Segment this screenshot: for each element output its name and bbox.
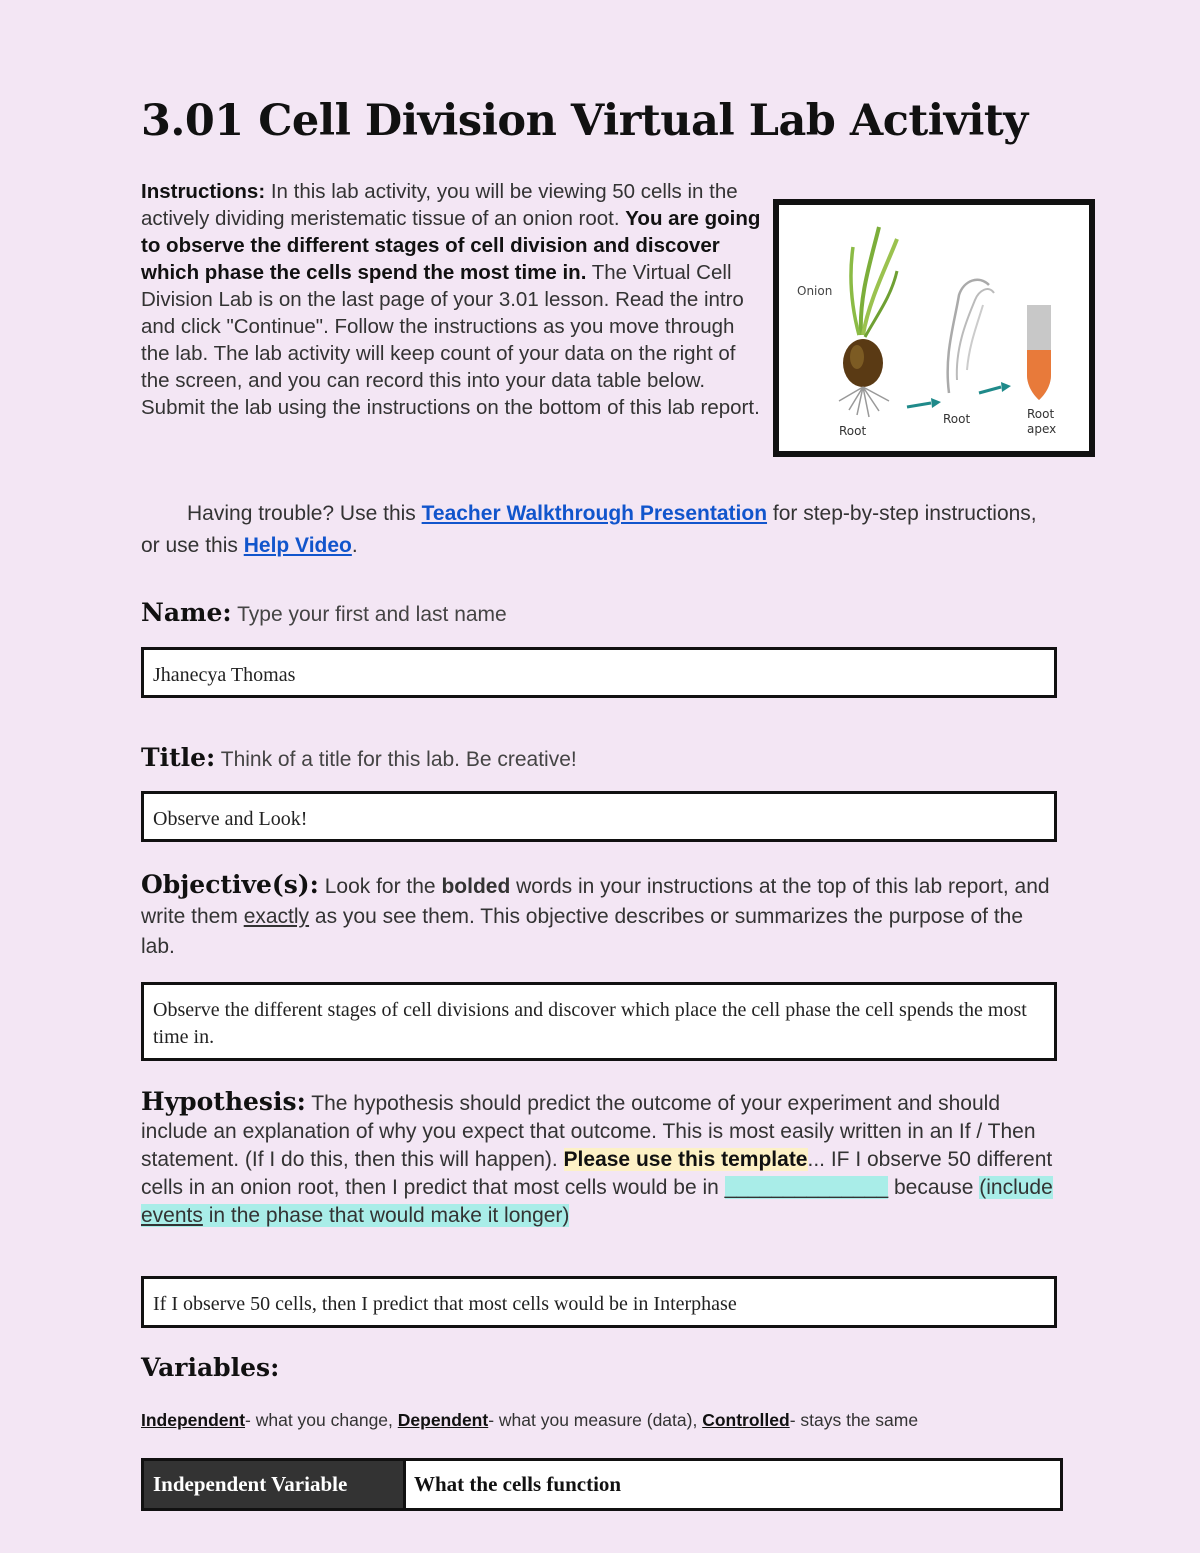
hypothesis-field[interactable]: If I observe 50 cells, then I predict that most cells would be in Interphase [141, 1276, 1057, 1328]
objective-text-2: words in your instructions at the top of this lab report, and write them [141, 875, 1050, 928]
title-field[interactable]: Observe and Look! [141, 791, 1057, 842]
title-label: Title: [141, 743, 216, 772]
controlled-term: Controlled [702, 1410, 790, 1430]
variables-label: Variables: [141, 1353, 280, 1382]
hypothesis-paragraph [141, 1088, 1061, 1230]
onion-root-figure [773, 199, 1095, 457]
objective-underline: exactly [243, 905, 310, 928]
objective-paragraph [141, 870, 1061, 962]
root-label-2: Root [943, 412, 971, 426]
hypothesis-blank: ______________ [724, 1176, 889, 1199]
instructions-paragraph [141, 178, 763, 421]
name-label: Name: [141, 598, 232, 627]
instructions-bold: You are going to observe the different stages of cell division and discover which phase the cells spend the most time in. [141, 207, 761, 284]
independent-variable-header: Independent Variable [144, 1461, 406, 1508]
dependent-term: Dependent [397, 1410, 489, 1430]
help-text-3: . [351, 534, 358, 557]
hypothesis-template-highlight: Please use this template [563, 1148, 808, 1171]
root-label-1: Root [839, 424, 867, 438]
apex-label-2: apex [1027, 422, 1057, 436]
objective-bold: bolded [441, 875, 511, 898]
variables-label-row [141, 1353, 1061, 1385]
hypothesis-text-2: ... IF I observe 50 different cells in an onion root, then I predict that most cells would be in [141, 1148, 1053, 1199]
objective-field[interactable]: Observe the different stages of cell divisions and discover which place the cell phase the cell spends the most time in. [141, 982, 1057, 1061]
independent-term: Independent [141, 1410, 246, 1430]
hypothesis-cyan-2: in the phase that would make it longer) [202, 1204, 570, 1227]
hypothesis-text-1: The hypothesis should predict the outcome of your experiment and should include an explanation of why you expect that outcome. This is most easily written in an If / Then statement. (If I do this, then this will happen). [141, 1092, 1036, 1171]
name-field[interactable]: Jhanecya Thomas [141, 647, 1057, 698]
onion-label: Onion [797, 284, 833, 298]
objective-text-3: as you see them. This objective describes or summarizes the purpose of the lab. [141, 905, 1024, 958]
title-hint: Think of a title for this lab. Be creative! [215, 748, 577, 771]
independent-variable-field[interactable]: What the cells function [414, 1472, 622, 1496]
objective-text-1: Look for the [318, 875, 442, 898]
apex-label-1: Root [1027, 407, 1055, 421]
help-paragraph [141, 498, 1061, 562]
name-hint: Type your first and last name [231, 603, 507, 626]
title-label-row [141, 743, 1061, 775]
instructions-label: Instructions: [141, 180, 266, 203]
hypothesis-label: Hypothesis: [141, 1087, 306, 1116]
onion-root-illustration [779, 205, 1089, 451]
objective-label: Objective(s): [141, 870, 319, 899]
name-label-row [141, 598, 1061, 630]
hypothesis-cyan-1: (include [979, 1176, 1053, 1199]
dependent-desc: - what you measure (data), [488, 1410, 703, 1430]
teacher-walkthrough-link[interactable]: Teacher Walkthrough Presentation [421, 502, 768, 525]
instructions-text-2: The Virtual Cell Division Lab is on the last page of your 3.01 lesson. Read the intro and click "Continue". Follow the instructions as you move through the lab. The lab activity will keep count of your data on the right of the screen, and you can record this into your data table below. Submit the lab using the instructions on the bottom of this lab report. [141, 261, 760, 419]
variables-definitions [141, 1410, 918, 1431]
instructions-text-1: In this lab activity, you will be viewing 50 cells in the actively dividing meristematic tissue of an onion root. [141, 180, 738, 230]
controlled-desc: - stays the same [789, 1410, 919, 1430]
independent-desc: - what you change, [245, 1410, 398, 1430]
page-title: 3.01 Cell Division Virtual Lab Activity [141, 96, 1028, 146]
help-text-1: Having trouble? Use this [187, 502, 422, 525]
help-text-2: for step-by-step instructions, or use this [141, 502, 1037, 557]
hypothesis-text-3: because [888, 1176, 980, 1199]
help-video-link[interactable]: Help Video [243, 534, 352, 557]
hypothesis-events: events [141, 1204, 203, 1227]
independent-variable-table [141, 1458, 1063, 1511]
